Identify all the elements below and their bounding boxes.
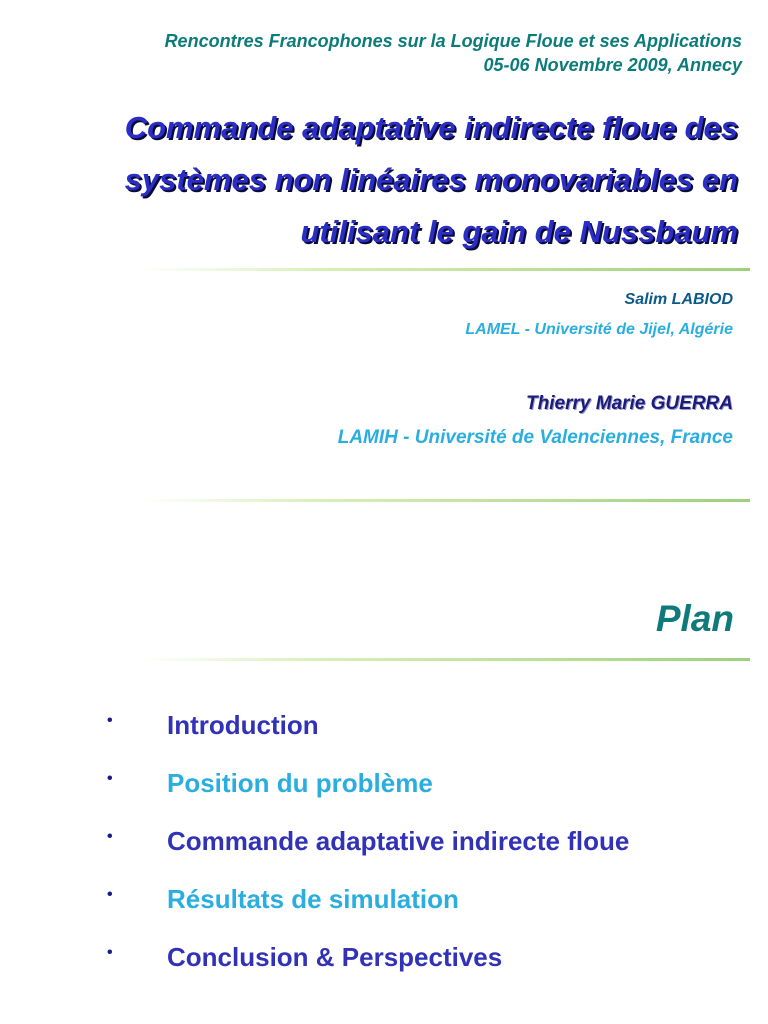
plan-item-label: Introduction	[167, 710, 319, 740]
plan-item-label: Position du problème	[167, 768, 433, 798]
title-line: utilisant le gain de Nussbaum	[300, 214, 738, 249]
plan-heading: Plan	[655, 598, 734, 639]
plan-item-label: Commande adaptative indirecte floue	[167, 826, 630, 856]
plan-item	[0, 768, 768, 808]
plan-item	[0, 942, 768, 982]
divider	[140, 658, 750, 661]
conference-name: Rencontres Francophones sur la Logique Floue et ses Applications	[164, 31, 742, 51]
divider	[140, 499, 750, 502]
bullet-icon: •	[107, 770, 113, 787]
plan-item	[0, 710, 768, 750]
plan-item-label: Résultats de simulation	[167, 884, 459, 914]
bullet-icon: •	[107, 944, 113, 961]
author-affiliation: LAMIH - Université de Valenciennes, France	[337, 427, 733, 448]
author-affiliation: LAMEL - Université de Jijel, Algérie	[465, 321, 733, 338]
author-name: Salim LABIOD	[624, 291, 733, 308]
conference-date: 05-06 Novembre 2009, Annecy	[483, 55, 742, 75]
plan-item	[0, 884, 768, 924]
author-name: Thierry Marie GUERRA	[526, 393, 733, 414]
bullet-icon: •	[107, 828, 113, 845]
plan-item-label: Conclusion & Perspectives	[167, 942, 503, 972]
plan-item	[0, 826, 768, 866]
bullet-icon: •	[107, 886, 113, 903]
divider	[140, 268, 750, 271]
title-line: systèmes non linéaires monovariables en	[124, 162, 738, 197]
bullet-icon: •	[107, 712, 113, 729]
presentation-title	[18, 102, 738, 258]
title-line: Commande adaptative indirecte floue des	[124, 110, 738, 145]
